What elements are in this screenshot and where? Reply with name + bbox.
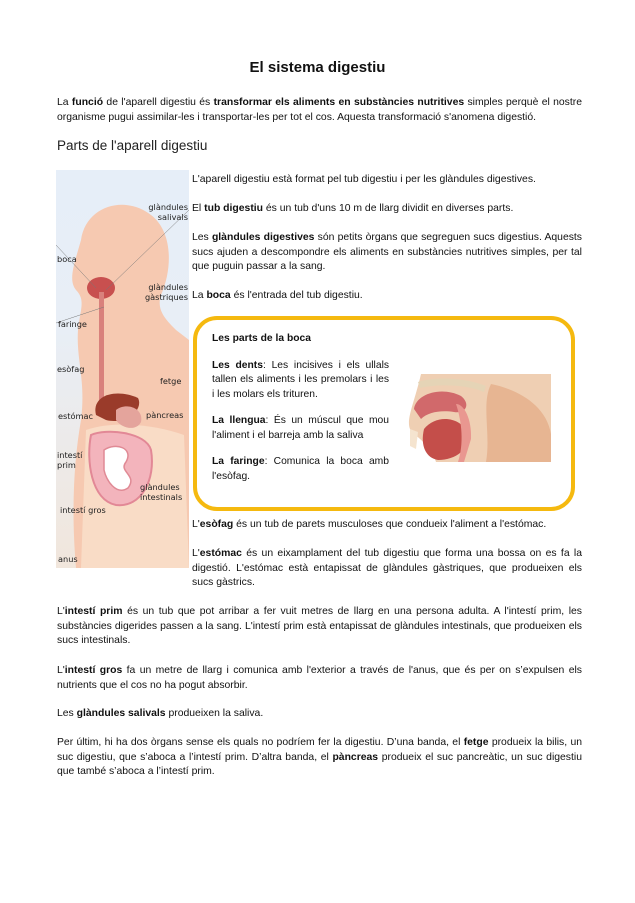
label-glandules-salivals: glàndules salivals (148, 202, 188, 222)
label-pancreas: pàncreas (146, 410, 184, 420)
section-heading: Parts de l'aparell digestiu (57, 138, 208, 153)
head-cross-section-illustration (396, 374, 551, 462)
paragraph-intesti-prim (57, 605, 582, 649)
label-esofag: esòfag (57, 364, 85, 374)
callout-text (212, 332, 389, 496)
text: El (192, 203, 205, 214)
bold-text: glàndules salivals (76, 708, 166, 719)
text: és un tub d'uns 10 m de llarg dividit en diverses parts. (263, 203, 514, 214)
paragraph-intesti-gros (57, 664, 582, 693)
bold-text: tub digestiu (204, 203, 264, 214)
bold-text: La llengua (212, 415, 266, 426)
paragraph-glandules-salivals (57, 707, 582, 722)
text: L' (192, 548, 200, 559)
label-glandules-gastriques: glàndules gàstriques (144, 282, 188, 302)
paragraph-aparell: L'aparell digestiu està format pel tub digestiu i per les glàndules digestives. (192, 174, 536, 185)
intro-paragraph (57, 96, 582, 125)
text: de l'aparell digestiu és (103, 97, 214, 108)
bold-text: estómac (199, 548, 242, 559)
bold-text: La faringe (212, 456, 265, 467)
text: produeix la bilis, un suc digestiu, que s’aboca a l’intestí prim. D’altra banda, el (57, 737, 582, 763)
digestive-system-illustration (56, 170, 189, 568)
paragraph-estomac (192, 547, 582, 591)
bold-text: pàncreas (332, 751, 379, 763)
paragraph-esofag (192, 518, 582, 533)
callout-title: Les parts de la boca (212, 333, 312, 344)
bold-text: fetge (463, 737, 489, 748)
text: La (192, 290, 207, 301)
callout-dents (212, 359, 389, 403)
paragraph-glandules-digestives (192, 231, 582, 275)
text: Les (192, 232, 212, 243)
bold-text: Les dents (212, 359, 263, 371)
bold-text: intestí prim (64, 606, 123, 617)
mouth-anatomy-icon (396, 374, 551, 462)
label-anus: anus (58, 554, 78, 564)
bold-text: esòfag (199, 519, 234, 530)
label-intesti-gros: intestí gros (60, 505, 106, 515)
paragraph-fetge-pancreas (57, 736, 582, 780)
text: produeixen la saliva. (165, 708, 264, 719)
callout-llengua (212, 414, 389, 443)
label-intesti-prim: intestí prim (57, 450, 83, 470)
label-glandules-intestinals: glàndules intestinals (140, 482, 183, 502)
text: és l'entrada del tub digestiu. (230, 290, 363, 301)
text: Les (57, 708, 77, 719)
bold-text: transformar els aliments en substàncies nutritives (213, 97, 465, 108)
bold-text: intestí gros (64, 665, 123, 676)
text: produeix el suc pancreàtic, un suc digestiu que també s’aboca a l’intestí prim. (57, 751, 582, 778)
text: són petits òrgans que segreguen sucs digestius. Aquests sucs ajuden a descompondre els aliments en substàncies nutritives simples, per tal que puguin passar a la sang. (192, 232, 582, 273)
label-faringe: faringe (58, 319, 87, 329)
bold-text: glàndules digestives (211, 232, 315, 243)
callout-faringe (212, 455, 389, 484)
bold-text: boca (206, 290, 231, 301)
text: és un tub de parets musculoses que condueix l'aliment a l'estómac. (233, 519, 547, 530)
text: L' (192, 519, 200, 530)
text: La (57, 97, 72, 108)
text: Per últim, hi ha dos òrgans sense els quals no podríem fer la digestiu. D’una banda, el (57, 737, 464, 748)
page-title: El sistema digestiu (249, 59, 386, 76)
label-fetge: fetge (160, 376, 182, 386)
text: fa un metre de llarg i comunica amb l'exterior a través de l'anus, que és per on s’expulsen els nutrients que el cos no ha pogut absorbir. (57, 665, 582, 691)
paragraph-boca (192, 289, 582, 304)
text: simples perquè el nostre organisme pugui assimilar-les i transportar-les per tot el cos. Aquesta transformació s'anomena digestió. (57, 97, 583, 123)
text: L' (57, 606, 65, 617)
paragraph-tub-digestiu (192, 202, 582, 217)
text: : Les incisives i els ullals tallen els aliments i les premolars i les i les molars els trituren. (212, 359, 390, 400)
label-boca: boca (57, 254, 77, 264)
text: és un tub que pot arribar a fer vuit metres de llarg en una persona adulta. A l'intestí prim, les substàncies digerides passen a la sang. L'intestí prim està entapissat de glàndules intestinals, que produeixen els sucs intestinals. (57, 606, 582, 647)
bold-text: funció (71, 97, 104, 108)
text: : Comunica la boca amb l'esòfag. (212, 456, 389, 482)
text: és un eixamplament del tub digestiu que forma una bossa on es fa la digestió. L'estómac està entapissat de glàndules gàstriques, que produeixen els sucs gàstrics. (192, 548, 582, 589)
text: L' (57, 665, 65, 676)
text: : És un múscul que mou l'aliment i el barreja amb la saliva (212, 415, 389, 441)
label-estomac: estómac (58, 411, 94, 421)
